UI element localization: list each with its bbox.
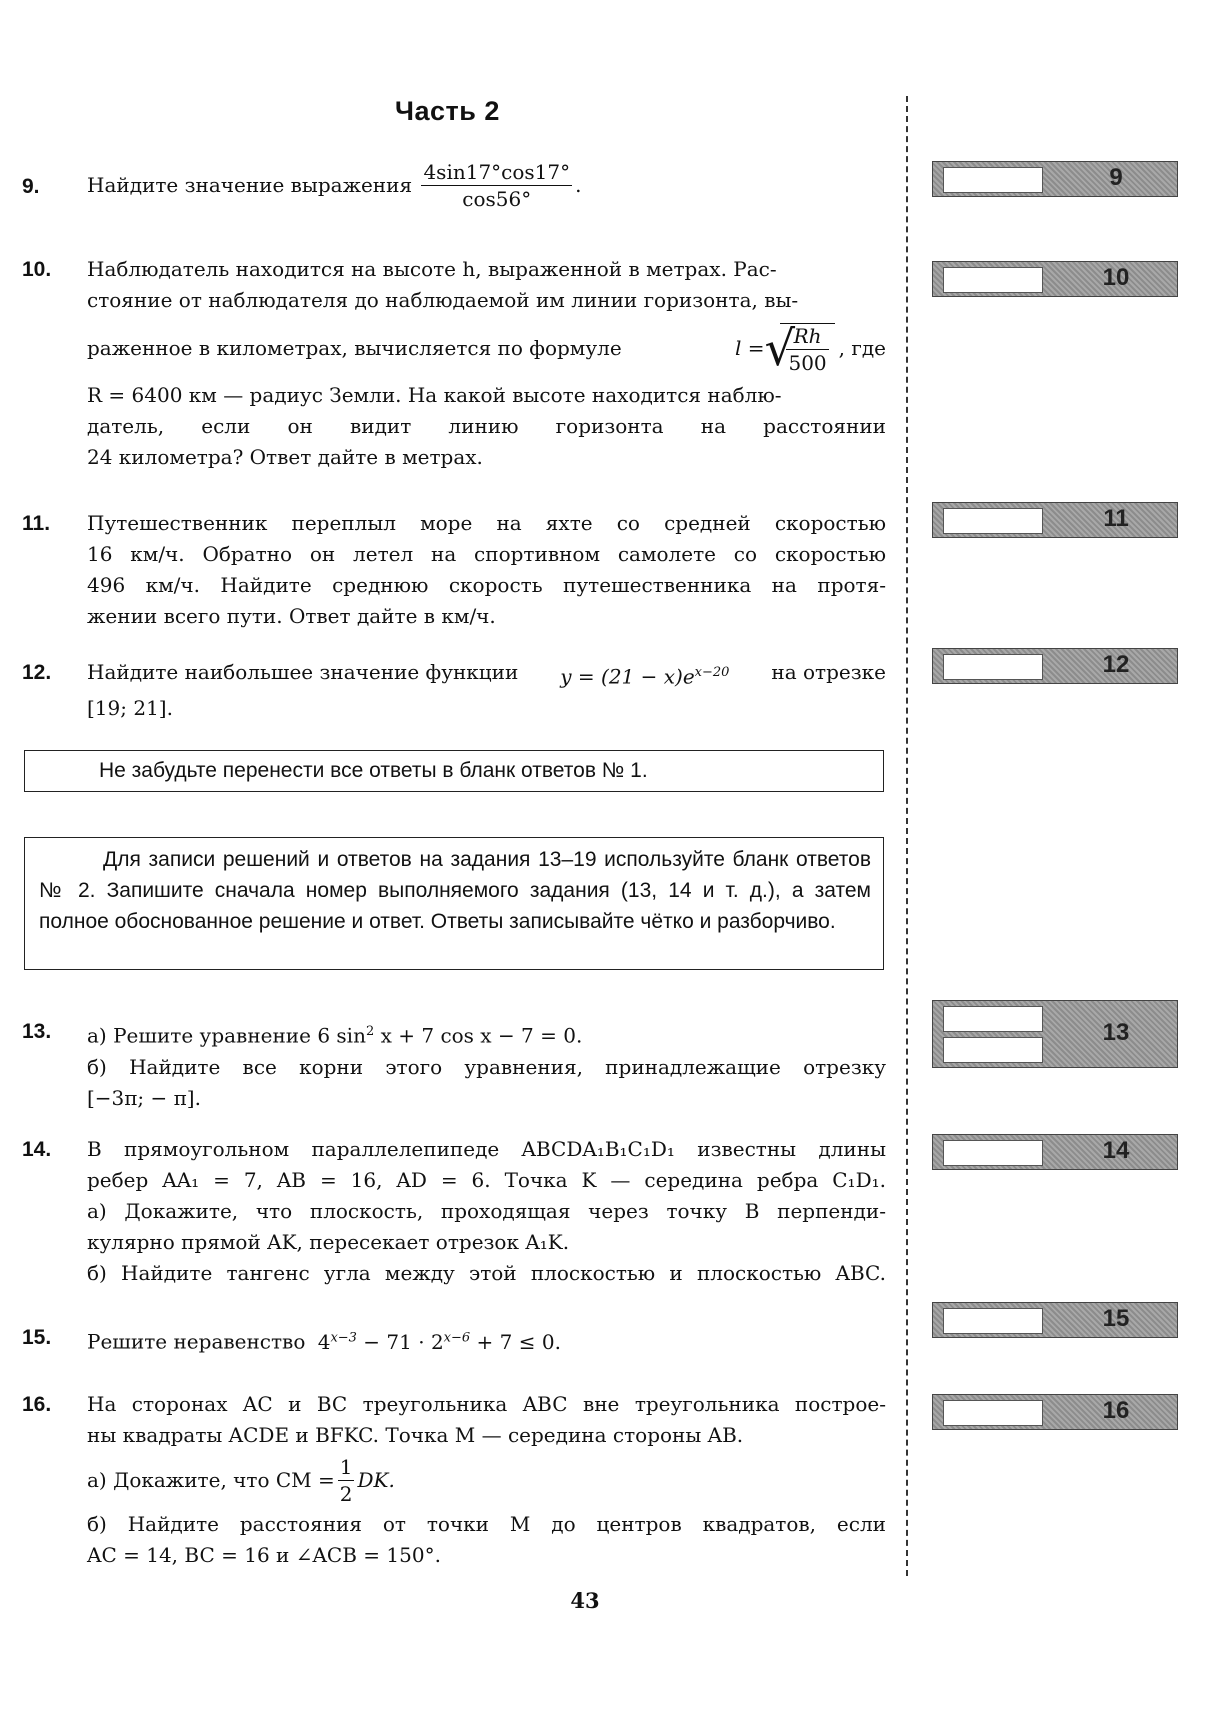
task-body (87, 162, 886, 209)
answer-label: 13 (1102, 1019, 1130, 1046)
answer-field[interactable] (943, 508, 1043, 534)
task-text: Найдите наибольшее значение функции (87, 660, 519, 684)
task-text: а) Решите уравнение 6 sin (87, 1023, 366, 1048)
task-line: б) Найдите все корни этого уравнения, принадлежащие отрезку (87, 1054, 886, 1079)
task-body (87, 1134, 886, 1289)
answer-label: 14 (1102, 1137, 1130, 1164)
task-number: 15. (22, 1326, 52, 1349)
answer-label: 15 (1102, 1305, 1130, 1332)
notice-text: Для записи решений и ответов на задания 13–19 используйте бланк ответов № 2. Запишите сначала номер выполняемого задания (13, 14 и т. д.), а затем полное обоснованное решение и ответ. Ответы записывайте чётко и разборчиво. (39, 848, 871, 933)
answer-box-12 (932, 648, 1178, 684)
task-line: кулярно прямой AK, пересекает отрезок A₁K. (87, 1230, 570, 1254)
task-text: на отрезке (771, 660, 886, 684)
formula-var: l = (734, 335, 765, 360)
task-end: . (575, 173, 582, 197)
inequality (318, 1330, 561, 1354)
part-title: Часть 2 (395, 96, 500, 126)
answer-label: 10 (1102, 264, 1130, 291)
answer-field[interactable] (943, 654, 1043, 680)
fraction-numerator: 4sin17°cos17° (423, 160, 571, 184)
answer-field[interactable] (943, 267, 1043, 293)
task-15 (22, 1322, 886, 1362)
task-number: 12. (22, 661, 52, 684)
fraction-denominator: 2 (339, 1481, 353, 1506)
fraction-numerator: Rh (786, 326, 828, 350)
task-line (87, 657, 886, 693)
task-number: 11. (22, 512, 51, 535)
formula-exponent: x−6 (443, 1330, 471, 1345)
fraction (421, 162, 572, 209)
task-text: а) Докажите, что CM = (87, 1467, 335, 1492)
task-line: датель, если он видит линию горизонта на расстоянии (87, 414, 886, 438)
task-line: [19; 21]. (87, 695, 173, 720)
task-line: 496 км/ч. Найдите среднюю скорость путешественника на протя- (87, 573, 886, 597)
task-line: AC = 14, BC = 16 и ∠ACB = 150°. (87, 1543, 441, 1567)
answer-field[interactable] (943, 1006, 1043, 1032)
answer-box-15 (932, 1302, 1178, 1338)
answer-label: 11 (1103, 505, 1129, 532)
answer-field[interactable] (943, 167, 1043, 193)
task-line: жении всего пути. Ответ дайте в км/ч. (87, 604, 496, 628)
task-10 (22, 254, 886, 479)
task-number: 9. (22, 175, 40, 198)
task-line: [−3π; − π]. (87, 1085, 201, 1110)
task-line (87, 1451, 886, 1509)
task-11 (22, 508, 886, 638)
task-line: В прямоугольном параллелепипеде ABCDA₁B₁C₁D₁ известны длины (87, 1137, 886, 1161)
answer-field[interactable] (943, 1037, 1043, 1063)
answer-box-10 (932, 261, 1178, 297)
task-line: ребер AA₁ = 7, AB = 16, AD = 6. Точка K — середина ребра C₁D₁. (87, 1168, 886, 1192)
answer-box-9 (932, 161, 1178, 197)
answer-label: 9 (1109, 164, 1123, 191)
task-number: 10. (22, 258, 52, 281)
answer-field[interactable] (943, 1400, 1043, 1426)
task-line: стояние от наблюдателя до наблюдаемой им линии горизонта, вы- (87, 288, 799, 312)
task-body (87, 657, 886, 724)
task-line (87, 1016, 886, 1052)
task-body (87, 1389, 886, 1571)
answer-box-11 (932, 502, 1178, 538)
task-body (87, 1016, 886, 1114)
answer-box-16 (932, 1394, 1178, 1430)
answer-label: 16 (1102, 1397, 1130, 1424)
task-line: ны квадраты ACDE и BFKC. Точка M — середина стороны AB. (87, 1423, 744, 1447)
notice-text: Не забудьте перенести все ответы в бланк ответов № 1. (99, 759, 648, 782)
task-body (87, 254, 886, 473)
task-body (87, 508, 886, 632)
answer-box-13 (932, 1000, 1178, 1068)
notice-box-solutions (24, 837, 884, 970)
task-12 (22, 657, 886, 727)
task-line: Путешественник переплыл море на яхте со средней скоростью (87, 511, 886, 535)
task-text: DK. (357, 1467, 395, 1492)
fraction-numerator: 1 (339, 1454, 353, 1479)
fraction (338, 1454, 355, 1506)
task-line: 16 км/ч. Обратно он летел на спортивном самолете со скоростью (87, 542, 886, 566)
answer-field[interactable] (943, 1308, 1043, 1334)
formula-part: + 7 ≤ 0. (470, 1329, 561, 1354)
task-line: На сторонах AC и BC треугольника ABC вне треугольника построе- (87, 1392, 886, 1416)
formula-exponent: x−3 (330, 1330, 357, 1345)
task-line: R = 6400 км — радиус Земли. На какой высоте находится наблю- (87, 383, 782, 407)
task-text: , где (838, 335, 886, 360)
task-body (87, 1322, 886, 1358)
answer-box-14 (932, 1134, 1178, 1170)
task-line: б) Найдите тангенс угла между этой плоскостью и плоскостью ABC. (87, 1261, 886, 1285)
task-number: 16. (22, 1393, 52, 1416)
sqrt-sign: √ (764, 321, 796, 377)
cut-line (906, 96, 908, 1576)
sqrt (764, 321, 834, 377)
formula-part: − 71 · 2 (356, 1329, 444, 1354)
task-text: x + 7 cos x − 7 = 0. (374, 1023, 583, 1048)
task-13 (22, 1016, 886, 1116)
formula-exponent: x−20 (694, 665, 730, 680)
task-line: б) Найдите расстояния от точки M до центров квадратов, если (87, 1512, 886, 1536)
page-number: 43 (570, 1588, 600, 1613)
task-line (87, 316, 886, 380)
task-number: 13. (22, 1020, 52, 1043)
exponent: 2 (365, 1024, 375, 1039)
task-line: 24 километра? Ответ дайте в метрах. (87, 445, 483, 469)
task-line: а) Докажите, что плоскость, проходящая через точку B перпенди- (87, 1199, 886, 1223)
formula-base: y = (21 − x)e (560, 664, 695, 689)
task-line: Наблюдатель находится на высоте h, выраженной в метрах. Рас- (87, 257, 777, 281)
formula (560, 657, 729, 693)
task-9 (22, 162, 886, 212)
answer-label: 12 (1102, 651, 1130, 678)
answer-field[interactable] (943, 1140, 1043, 1166)
task-number: 14. (22, 1138, 52, 1161)
fraction-denominator: cos56° (462, 187, 532, 211)
fraction-denominator: 500 (788, 351, 827, 375)
task-14 (22, 1134, 886, 1294)
notice-box-answers (24, 750, 884, 792)
task-text: Найдите значение выражения (87, 173, 413, 197)
task-16 (22, 1389, 886, 1569)
task-text: Решите неравенство (87, 1329, 306, 1354)
formula-part: 4 (317, 1329, 331, 1354)
task-text: раженное в километрах, вычисляется по формуле (87, 335, 622, 360)
